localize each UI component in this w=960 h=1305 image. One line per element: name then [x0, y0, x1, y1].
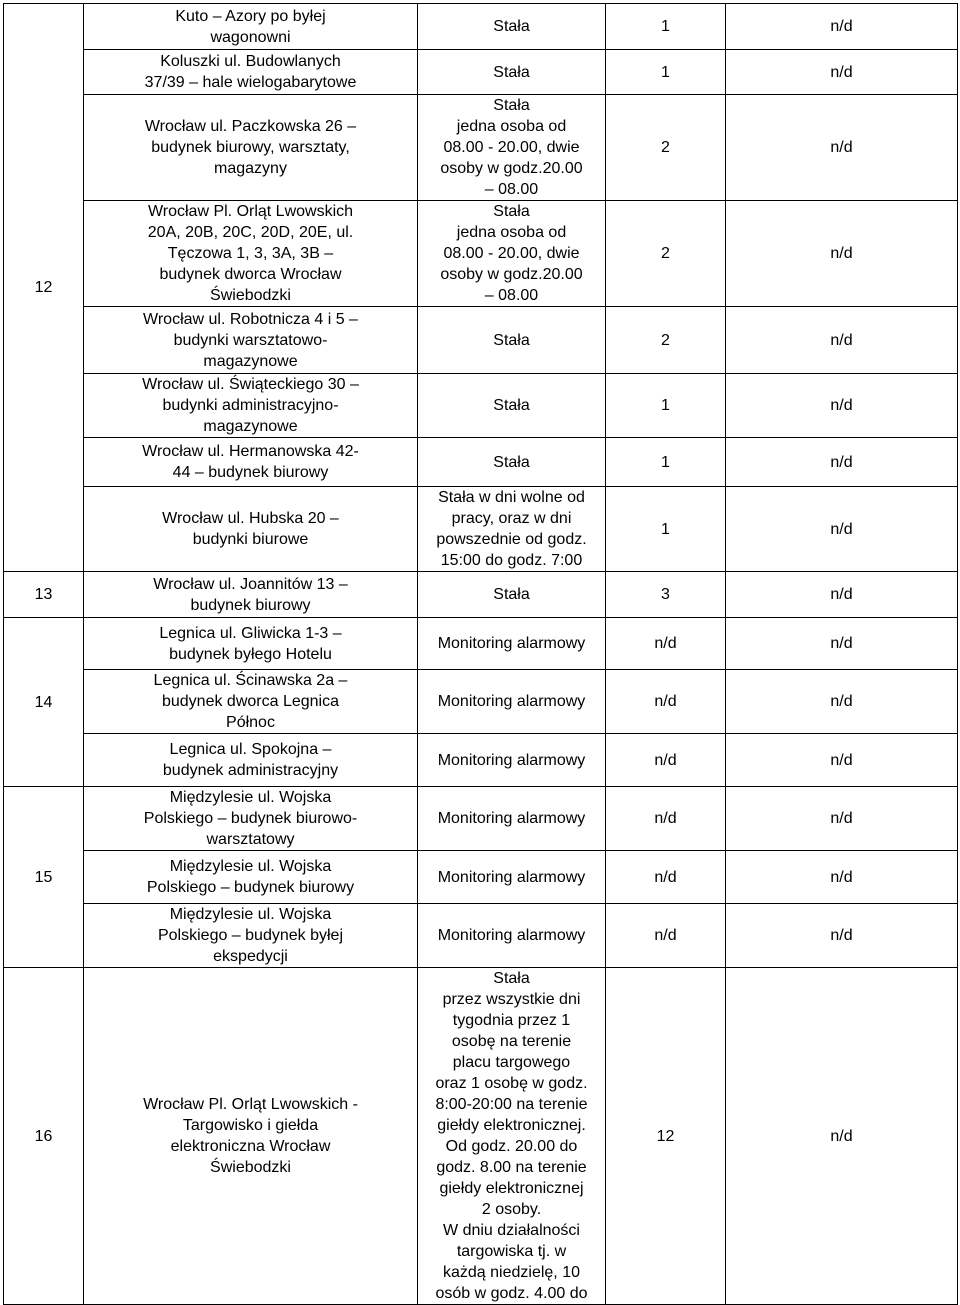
location-cell: Wrocław ul. Hubska 20 – budynki biurowe [84, 487, 418, 572]
location-cell: Międzylesie ul. Wojska Polskiego – budynek byłej ekspedycji [84, 904, 418, 968]
protection-cell: Stała [418, 307, 606, 374]
protection-cell: Monitoring alarmowy [418, 618, 606, 670]
location-cell: Legnica ul. Ścinawska 2a – budynek dworca Legnica Północ [84, 670, 418, 734]
group-number-cell: 15 [4, 787, 84, 968]
table-row [4, 95, 958, 201]
protection-cell: Monitoring alarmowy [418, 670, 606, 734]
protection-cell: Stała jedna osoba od 08.00 - 20.00, dwie osoby w godz.20.00 – 08.00 [418, 95, 606, 201]
table-row [4, 374, 958, 438]
extra-cell: n/d [726, 787, 958, 851]
protection-cell: Stała przez wszystkie dni tygodnia przez 1 osobę na terenie placu targowego oraz 1 osobę w godz. 8:00-20:00 na terenie giełdy elektronicznej. Od godz. 20.00 do godz. 8.00 na terenie giełdy elektronicznej 2 osoby. W dniu działalności targowiska tj. w każdą niedzielę, 10 osób w godz. 4.00 do [418, 968, 606, 1305]
persons-cell: 1 [606, 487, 726, 572]
persons-cell: 1 [606, 374, 726, 438]
location-cell: Wrocław ul. Hermanowska 42- 44 – budynek biurowy [84, 438, 418, 487]
persons-cell: n/d [606, 618, 726, 670]
table-row [4, 904, 958, 968]
location-cell: Koluszki ul. Budowlanych 37/39 – hale wielogabarytowe [84, 50, 418, 95]
extra-cell: n/d [726, 374, 958, 438]
extra-cell: n/d [726, 968, 958, 1305]
protection-cell: Monitoring alarmowy [418, 787, 606, 851]
protection-cell: Stała [418, 438, 606, 487]
table-row [4, 618, 958, 670]
location-cell: Międzylesie ul. Wojska Polskiego – budynek biurowo- warsztatowy [84, 787, 418, 851]
location-cell: Wrocław Pl. Orląt Lwowskich 20A, 20B, 20C, 20D, 20E, ul. Tęczowa 1, 3, 3A, 3B – budynek dworca Wrocław Świebodzki [84, 201, 418, 307]
table-row [4, 734, 958, 787]
table-row [4, 851, 958, 904]
location-cell: Kuto – Azory po byłej wagonowni [84, 4, 418, 50]
table-row [4, 50, 958, 95]
persons-cell: 2 [606, 307, 726, 374]
security-table [3, 3, 958, 1305]
table-row [4, 572, 958, 618]
persons-cell: 1 [606, 438, 726, 487]
table-row [4, 201, 958, 307]
protection-cell: Monitoring alarmowy [418, 904, 606, 968]
group-number-cell: 16 [4, 968, 84, 1305]
protection-cell: Stała [418, 374, 606, 438]
extra-cell: n/d [726, 201, 958, 307]
group-number-cell: 13 [4, 572, 84, 618]
persons-cell: n/d [606, 851, 726, 904]
location-cell: Legnica ul. Spokojna – budynek administracyjny [84, 734, 418, 787]
extra-cell: n/d [726, 4, 958, 50]
protection-cell: Stała [418, 572, 606, 618]
table-row [4, 670, 958, 734]
extra-cell: n/d [726, 572, 958, 618]
table-row [4, 487, 958, 572]
extra-cell: n/d [726, 618, 958, 670]
persons-cell: n/d [606, 734, 726, 787]
table-row [4, 968, 958, 1305]
group-number-cell: 14 [4, 618, 84, 787]
location-cell: Wrocław ul. Robotnicza 4 i 5 – budynki warsztatowo- magazynowe [84, 307, 418, 374]
extra-cell: n/d [726, 734, 958, 787]
extra-cell: n/d [726, 95, 958, 201]
protection-cell: Stała [418, 50, 606, 95]
extra-cell: n/d [726, 904, 958, 968]
location-cell: Wrocław ul. Świąteckiego 30 – budynki administracyjno- magazynowe [84, 374, 418, 438]
persons-cell: 2 [606, 95, 726, 201]
location-cell: Wrocław ul. Paczkowska 26 – budynek biurowy, warsztaty, magazyny [84, 95, 418, 201]
extra-cell: n/d [726, 438, 958, 487]
protection-cell: Monitoring alarmowy [418, 734, 606, 787]
persons-cell: n/d [606, 904, 726, 968]
persons-cell: 1 [606, 4, 726, 50]
persons-cell: n/d [606, 670, 726, 734]
extra-cell: n/d [726, 50, 958, 95]
table-row [4, 787, 958, 851]
persons-cell: 12 [606, 968, 726, 1305]
table-row [4, 307, 958, 374]
protection-cell: Monitoring alarmowy [418, 851, 606, 904]
protection-cell: Stała w dni wolne od pracy, oraz w dni powszednie od godz. 15:00 do godz. 7:00 [418, 487, 606, 572]
extra-cell: n/d [726, 487, 958, 572]
location-cell: Legnica ul. Gliwicka 1-3 – budynek byłego Hotelu [84, 618, 418, 670]
extra-cell: n/d [726, 670, 958, 734]
table-body [4, 4, 958, 1305]
persons-cell: 3 [606, 572, 726, 618]
table-row [4, 438, 958, 487]
persons-cell: n/d [606, 787, 726, 851]
table-row [4, 4, 958, 50]
extra-cell: n/d [726, 307, 958, 374]
group-number-cell: 12 [4, 4, 84, 572]
extra-cell: n/d [726, 851, 958, 904]
persons-cell: 2 [606, 201, 726, 307]
protection-cell: Stała [418, 4, 606, 50]
location-cell: Wrocław Pl. Orląt Lwowskich - Targowisko i giełda elektroniczna Wrocław Świebodzki [84, 968, 418, 1305]
location-cell: Międzylesie ul. Wojska Polskiego – budynek biurowy [84, 851, 418, 904]
protection-cell: Stała jedna osoba od 08.00 - 20.00, dwie osoby w godz.20.00 – 08.00 [418, 201, 606, 307]
persons-cell: 1 [606, 50, 726, 95]
location-cell: Wrocław ul. Joannitów 13 – budynek biurowy [84, 572, 418, 618]
